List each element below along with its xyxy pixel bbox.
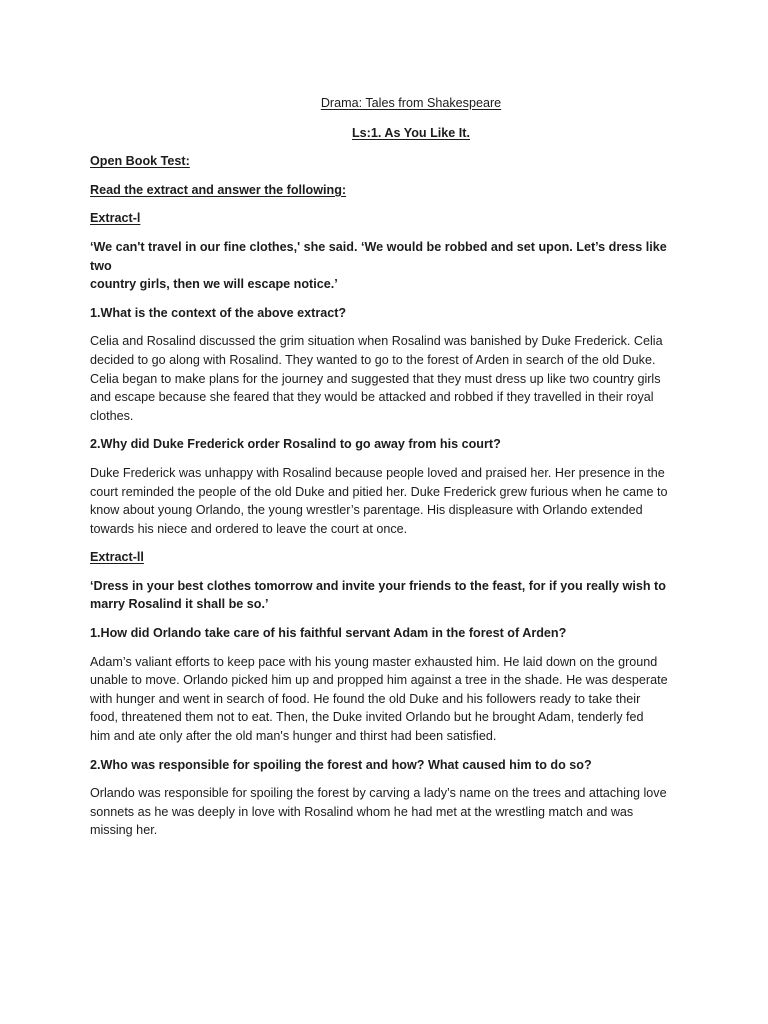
extract-2-question-1: 1.How did Orlando take care of his faithful servant Adam in the forest of Arden? (90, 626, 567, 641)
document-page (90, 94, 690, 840)
extract-1-question-2: 2.Why did Duke Frederick order Rosalind to go away from his court? (90, 437, 501, 452)
extract-1-label: Extract-l (90, 211, 141, 226)
extract-2-section (90, 548, 690, 840)
extract-1-quote: ‘We can't travel in our fine clothes,' she said. ‘We would be robbed and set upon. Let’s dress like two country girls, then we will escape notice.’ (90, 239, 667, 292)
extract-2-label: Extract-ll (90, 550, 144, 565)
extract-1-question-1: 1.What is the context of the above extract? (90, 305, 347, 320)
extract-1-answer-1: Celia and Rosalind discussed the grim situation when Rosalind was banished by Duke Frederick. Celia decided to go along with Rosalind. They wanted to go to the forest of Arden in search of the old Duke. Celia began to make plans for the journey and suggested that they must dress up like two country girls and escape because she feared that they would be attacked and robbed if they travelled in their royal clothes. (90, 334, 663, 423)
extract-1-section (90, 209, 690, 538)
instruction-heading: Read the extract and answer the following: (90, 182, 347, 197)
lesson-title: Ls:1. As You Like It. (351, 125, 471, 140)
document-title: Drama: Tales from Shakespeare (320, 96, 502, 110)
extract-2-answer-1: Adam’s valiant efforts to keep pace with his young master exhausted him. He laid down on the ground unable to move. Orlando picked him up and propped him against a tree in the shade. He was desperate with hunger and went in search of food. He found the old Duke and his followers ready to take their food, threatened them not to eat. Then, the Duke invited Orlando but he brought Adam, tenderly fed him and ate only after the old man's hunger and thirst had been satisfied. (90, 654, 668, 744)
extract-1-answer-2: Duke Frederick was unhappy with Rosalind because people loved and praised her. Her presence in the court reminded the people of the old Duke and pitied her. Duke Frederick grew furious when he came to know about young Orlando, the young wrestler’s parentage. His displeasure with Orlando extended towards his niece and ordered to leave the court at once. (90, 465, 668, 536)
test-type-heading: Open Book Test: (90, 154, 190, 169)
extract-2-quote: ‘Dress in your best clothes tomorrow and invite your friends to the feast, for if you really wish to marry Rosalind it shall be so.’ (90, 578, 666, 612)
extract-2-question-2: 2.Who was responsible for spoiling the forest and how? What caused him to do so? (90, 757, 592, 772)
extract-2-answer-2: Orlando was responsible for spoiling the forest by carving a lady’s name on the trees and attaching love sonnets as he was deeply in love with Rosalind whom he had met at the wrestling match and was missing her. (90, 786, 667, 838)
